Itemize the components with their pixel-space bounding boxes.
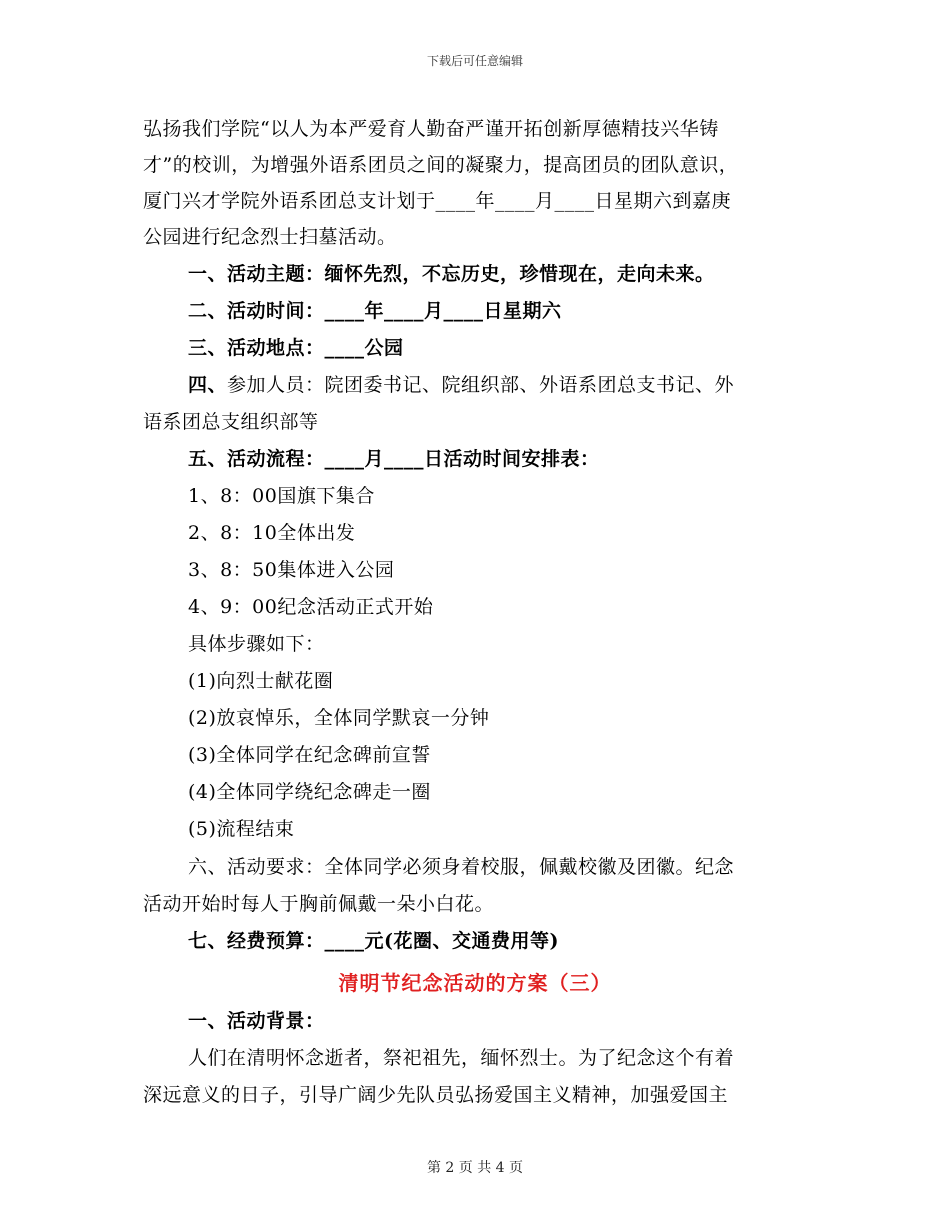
participants-line-1 xyxy=(188,373,868,397)
schedule-item-2: 2、8：10全体出发 xyxy=(188,522,356,544)
step-item-2: (2)放哀悼乐，全体同学默哀一分钟 xyxy=(188,707,490,729)
place-heading: 三、活动地点：____公园 xyxy=(188,337,404,359)
intro-line-3: 厦门兴才学院外语系团总支计划于____年____月____日星期六到嘉庚 xyxy=(143,190,732,212)
participants-label: 四、 xyxy=(188,374,228,396)
background-heading: 一、活动背景： xyxy=(188,1010,325,1032)
theme-heading: 一、活动主题：缅怀先烈，不忘历史，珍惜现在，走向未来。 xyxy=(188,263,715,285)
step-item-3: (3)全体同学在纪念碑前宣誓 xyxy=(188,744,431,766)
steps-heading: 具体步骤如下： xyxy=(188,633,325,655)
schedule-item-3: 3、8：50集体进入公园 xyxy=(188,559,395,581)
process-heading: 五、活动流程：____月____日活动时间安排表： xyxy=(188,448,600,470)
intro-line-1: 弘扬我们学院“以人为本严爱育人勤奋严谨开拓创新厚德精技兴华铸 xyxy=(143,118,719,140)
requirements-line-1: 六、活动要求：全体同学必须身着校服，佩戴校徽及团徽。纪念 xyxy=(188,856,735,878)
participants-line-2: 语系团总支组织部等 xyxy=(143,411,319,433)
step-item-4: (4)全体同学绕纪念碑走一圈 xyxy=(188,781,431,803)
page-footer: 第 2 页 共 4 页 xyxy=(426,1160,524,1176)
intro-line-4: 公园进行纪念烈士扫墓活动。 xyxy=(143,226,397,248)
requirements-line-2: 活动开始时每人于胸前佩戴一朵小白花。 xyxy=(143,893,495,915)
background-line-2: 深远意义的日子，引导广阔少先队员弘扬爱国主义精神，加强爱国主 xyxy=(143,1084,729,1106)
schedule-item-4: 4、9：00纪念活动正式开始 xyxy=(188,596,434,618)
page-header: 下载后可任意编辑 xyxy=(426,54,523,68)
background-line-1: 人们在清明怀念逝者，祭祀祖先，缅怀烈士。为了纪念这个有着 xyxy=(188,1047,735,1069)
time-heading: 二、活动时间：____年____月____日星期六 xyxy=(188,300,562,322)
section-title: 清明节纪念活动的方案（三） xyxy=(338,971,612,995)
step-item-1: (1)向烈士献花圈 xyxy=(188,670,334,692)
step-item-5: (5)流程结束 xyxy=(188,818,295,840)
budget-heading: 七、经费预算：____元(花圈、交通费用等) xyxy=(188,930,559,952)
schedule-item-1: 1、8：00国旗下集合 xyxy=(188,485,375,507)
participants-text: 参加人员：院团委书记、院组织部、外语系团总支书记、外 xyxy=(227,374,735,396)
intro-line-2: 才”的校训，为增强外语系团员之间的凝聚力，提高团员的团队意识， xyxy=(143,154,739,176)
